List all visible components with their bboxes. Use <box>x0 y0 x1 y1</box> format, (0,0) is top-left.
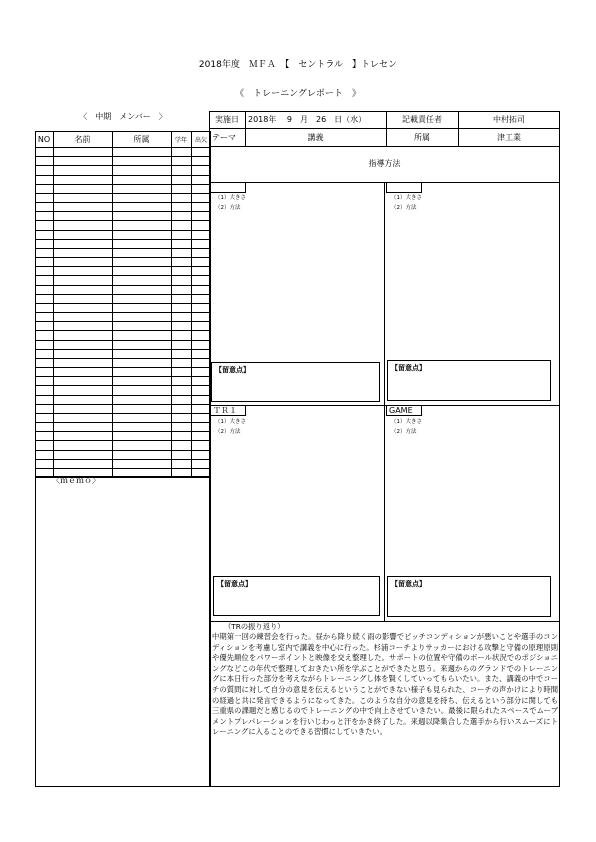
col-header-grade: 学年 <box>174 136 187 144</box>
member-row-line <box>35 275 211 276</box>
notes-label: 【留意点】 <box>391 580 426 588</box>
member-row-line <box>35 248 211 249</box>
member-row-line <box>35 330 211 331</box>
quadrant-divider <box>384 182 385 621</box>
quadrant-divider <box>209 405 560 406</box>
member-row-line <box>35 312 211 313</box>
col-header-affiliation: 所属 <box>133 134 150 144</box>
affiliation-value: 津工業 <box>497 132 521 142</box>
notes-label: 【留意点】 <box>217 580 252 588</box>
section-4-size: （1）大きさ <box>391 419 422 425</box>
recorder-label: 記載責任者 <box>402 115 442 124</box>
section-label-1 <box>210 182 246 193</box>
section-1-size: （1）大きさ <box>215 195 246 201</box>
col-header-name: 名前 <box>74 134 91 144</box>
recorder-value: 中村拓司 <box>493 115 525 124</box>
section-label-tr1: ＴＲ１ <box>210 405 246 416</box>
col-header-attendance: 出欠 <box>194 136 207 144</box>
date-value: 2018年 9 月 26 日（水） <box>248 115 367 124</box>
member-row-line <box>35 376 211 377</box>
member-table <box>35 131 211 477</box>
member-col-divider <box>53 131 54 477</box>
member-row-line <box>35 395 211 396</box>
notes-label: 【留意点】 <box>215 366 250 374</box>
member-row-line <box>35 468 211 469</box>
member-row-line <box>35 211 211 212</box>
section-label-2 <box>386 182 422 193</box>
theme-value: 講義 <box>307 132 324 142</box>
section-1-notes <box>211 362 380 402</box>
section-2-notes <box>387 360 551 401</box>
member-row-line <box>35 202 211 203</box>
affiliation-label: 所属 <box>414 132 430 142</box>
section-4-notes <box>387 576 551 617</box>
member-row-line <box>35 321 211 322</box>
member-row-line <box>35 459 211 460</box>
method-label: 指導方法 <box>368 158 401 168</box>
col-header-no: NO <box>37 134 51 144</box>
section-3-size: （1）大きさ <box>215 419 246 425</box>
section-3-notes <box>213 576 380 616</box>
member-row-line <box>35 404 211 405</box>
member-row-line <box>35 431 211 432</box>
member-row-line <box>35 156 211 157</box>
member-col-divider <box>112 131 113 477</box>
member-row-line <box>35 165 211 166</box>
member-row-line <box>35 147 211 148</box>
memo-label: 〈ｍｅｍｏ〉 <box>52 476 100 485</box>
row-divider <box>209 146 560 147</box>
section-2-method: （2）方法 <box>391 205 417 211</box>
memo-box <box>35 477 211 787</box>
section-1-method: （2）方法 <box>215 205 241 211</box>
member-row-line <box>35 220 211 221</box>
member-row-line <box>35 303 211 304</box>
member-row-line <box>35 340 211 341</box>
member-row-line <box>35 285 211 286</box>
theme-label: テーマ <box>212 132 236 142</box>
member-row-line <box>35 239 211 240</box>
date-label: 実施日 <box>215 115 239 124</box>
members-section-label: 〈 中期 メンバー 〉 <box>79 112 167 121</box>
member-col-divider <box>191 131 192 477</box>
member-row-line <box>35 367 211 368</box>
member-row-line <box>35 440 211 441</box>
review-title: （TRの振り返り） <box>224 622 285 631</box>
section-4-method: （2）方法 <box>391 429 417 435</box>
report-subtitle: 《 トレーニングレポート 》 <box>235 89 361 99</box>
section-label-game: GAME <box>386 405 422 416</box>
member-row-line <box>35 450 211 451</box>
member-row-line <box>35 266 211 267</box>
member-row-line <box>35 175 211 176</box>
member-row-line <box>35 193 211 194</box>
member-row-line <box>35 230 211 231</box>
review-text: 中期第一回の練習会を行った。昼から降り続く雨の影響でピッチコンディションが悪いことや選手のコンディションを考慮し室内で講義を中心に行った。杉浦コーチよりサッカーにおける攻撃と守備の原理原則や優先順位をパワーポイントと映像を交え整理した。サポートの位置や守備のボール状況でのポジショニングなどこの年代で整理しておきたい所を学ぶことができたと思う。来週からのグランドでのトレーニングに本日行った部分を考えながらトレーニングし体を賢くしていってもらいたい。また、講義の中でコーチの質問に対して自分の意見を伝えるということができない様子も見られた、コーチの声かけにより時間の経過と共に発言できるようになってきた。このような自分の意見を持ち、伝えるという部分に関しても三重県の課題だと感じるのでトレーニングの中で向上させていきたい。最後に限られたスペースでムーブメントプレパレーションを行いじわっと汗をかき終了した。来週以降集合した選手から行いスムーズにトレーニングに入ることのできる習慣にしていきたい。 <box>212 632 558 737</box>
section-3-method: （2）方法 <box>215 429 241 435</box>
section-2-size: （1）大きさ <box>391 195 422 201</box>
member-row-line <box>35 385 211 386</box>
member-row-line <box>35 413 211 414</box>
member-row-line <box>35 349 211 350</box>
notes-label: 【留意点】 <box>391 364 426 372</box>
member-row-line <box>35 358 211 359</box>
member-row-line <box>35 422 211 423</box>
report-title: 2018年度 ＭＦＡ 【 セントラル 】トレセン <box>198 60 398 70</box>
member-row-line <box>35 184 211 185</box>
member-col-divider <box>171 131 172 477</box>
member-row-line <box>35 294 211 295</box>
member-row-line <box>35 257 211 258</box>
